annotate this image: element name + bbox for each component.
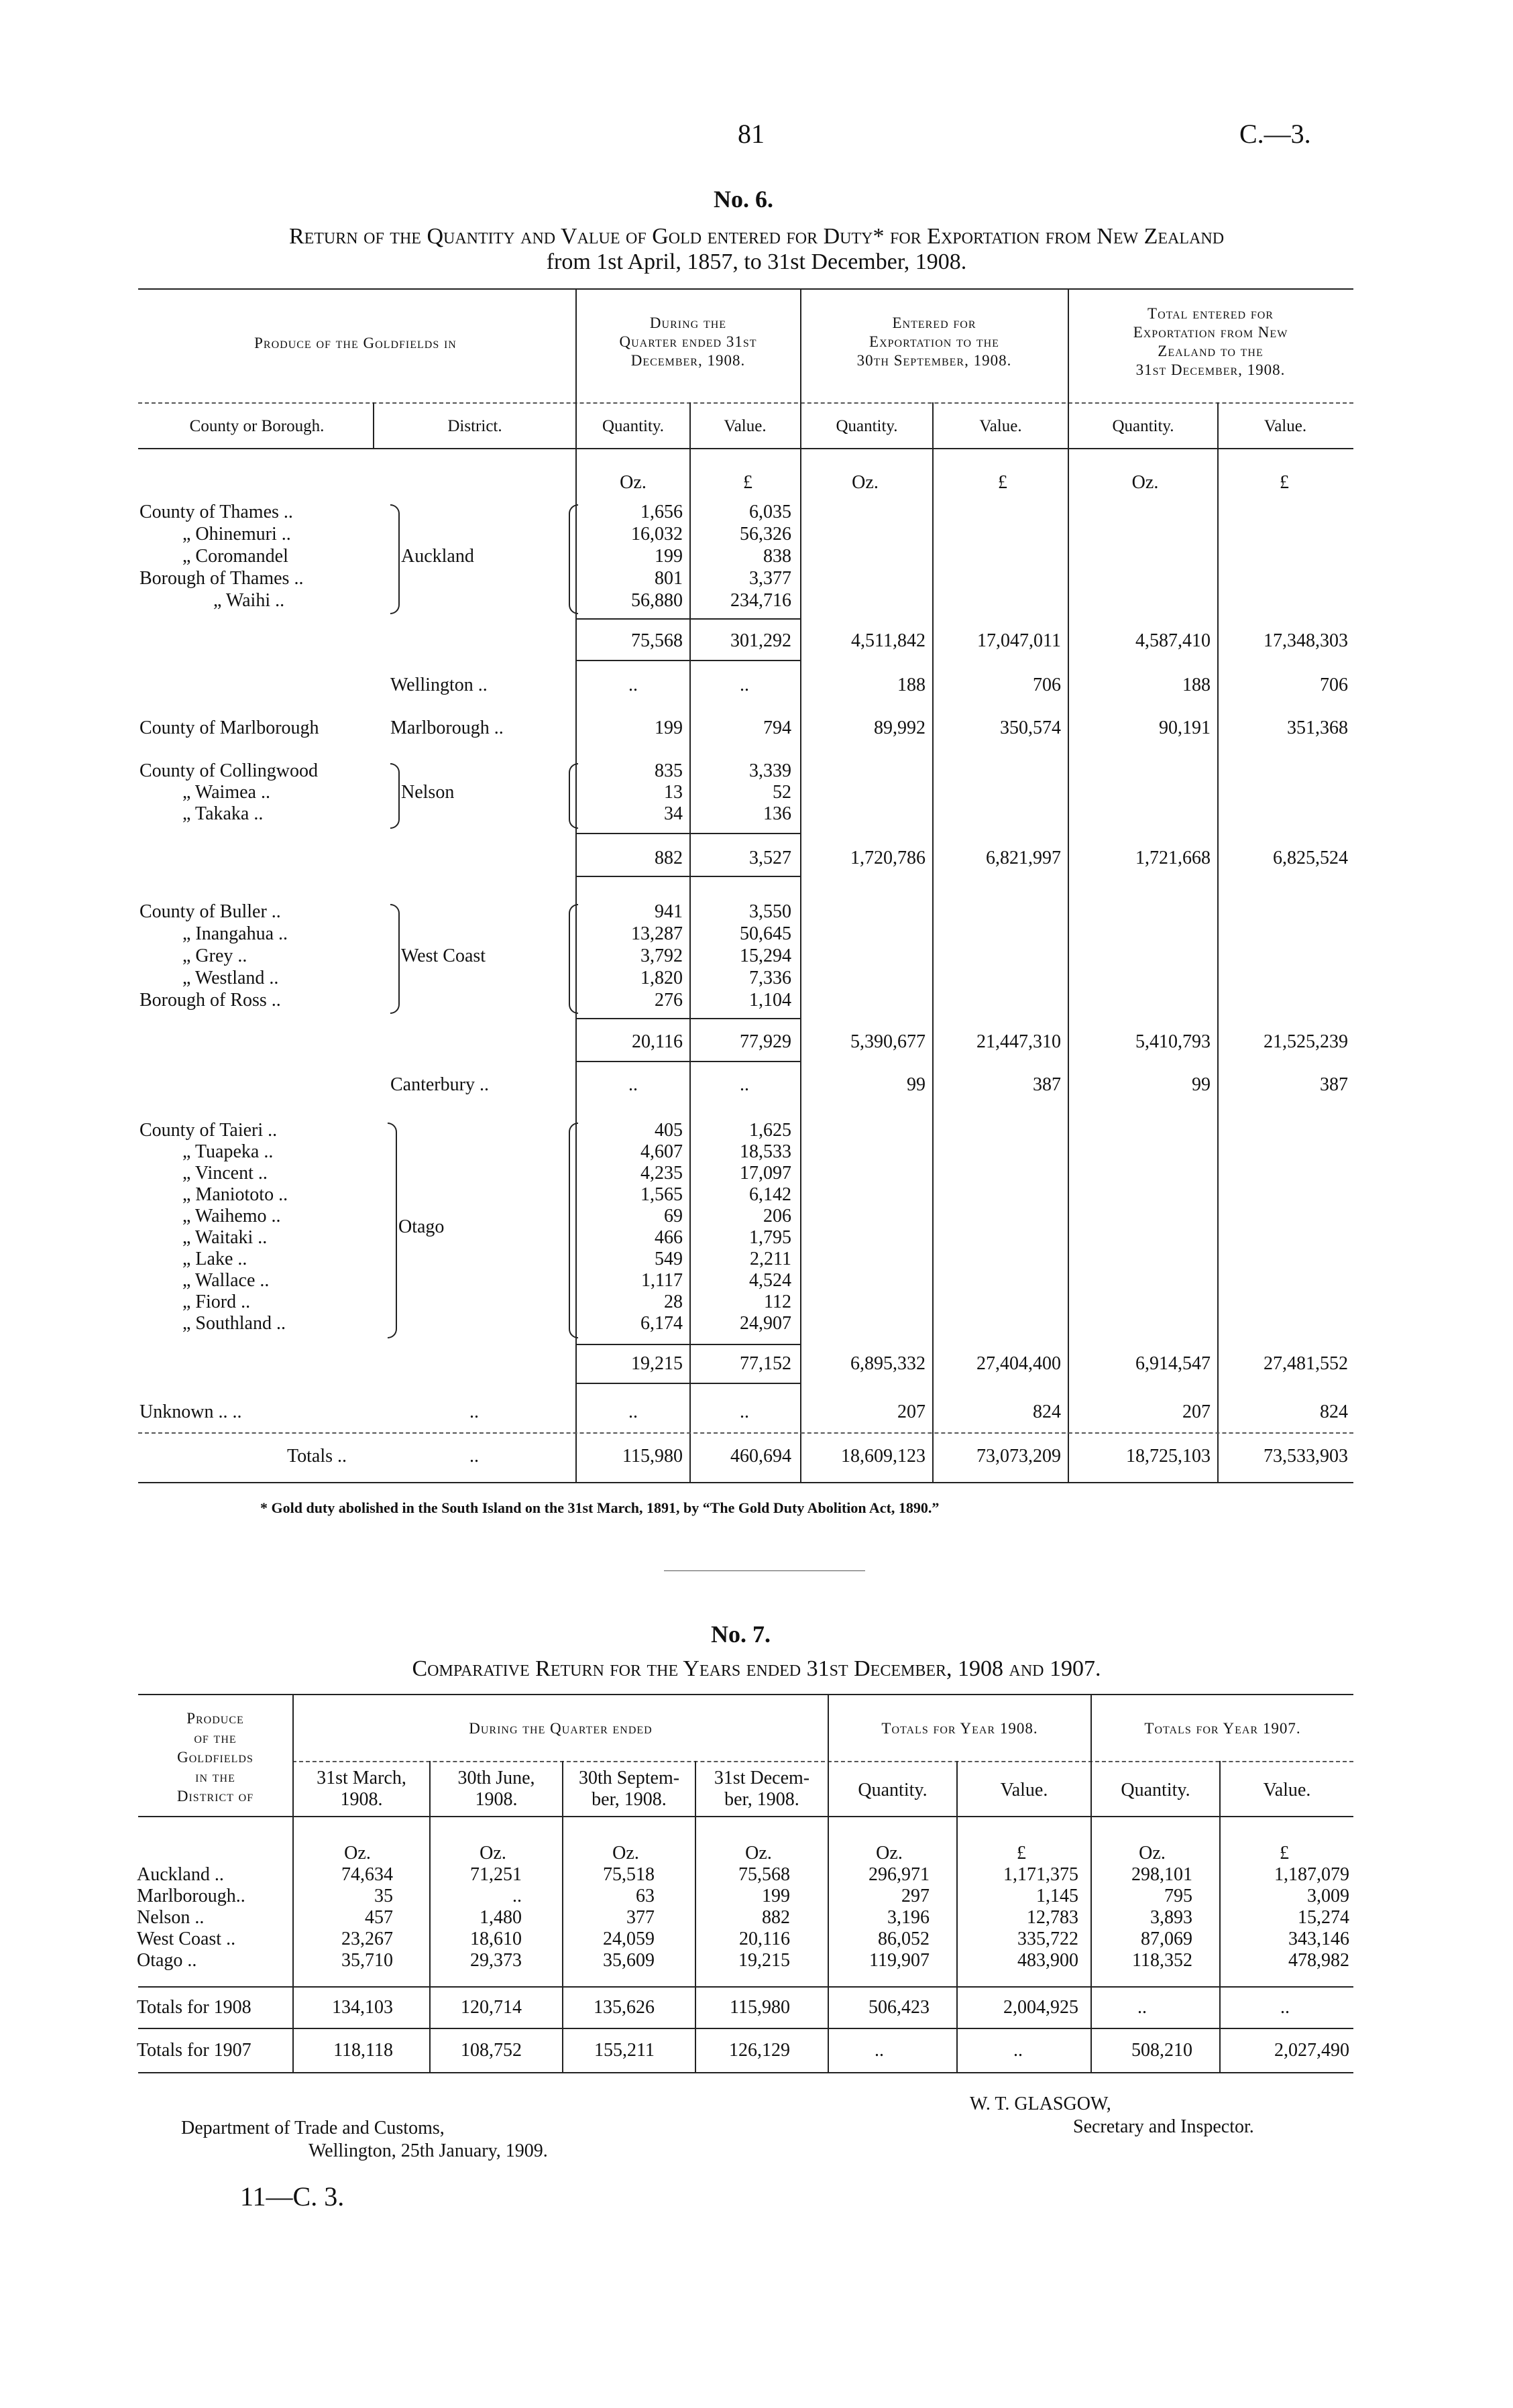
subtotal-cell: 6,895,332 xyxy=(850,1353,926,1374)
subtotal-cell: 21,447,310 xyxy=(976,1031,1061,1052)
unit-oz: Oz. xyxy=(876,1843,903,1864)
brace xyxy=(390,763,400,829)
entered-value-cell: 387 xyxy=(1033,1074,1061,1095)
subtotal-rule xyxy=(577,1383,800,1384)
value-cell: 112 xyxy=(764,1292,791,1312)
cell: 75,568 xyxy=(738,1864,790,1885)
unit-oz: Oz. xyxy=(1139,1843,1166,1864)
quantity-cell: 16,032 xyxy=(631,524,683,544)
value-cell: .. xyxy=(740,1401,749,1422)
cell: 86,052 xyxy=(878,1929,930,1949)
brace xyxy=(569,904,578,1014)
table-7-rule xyxy=(138,1986,1353,1988)
district-label: Auckland xyxy=(401,546,474,567)
subtotal-cell: 17,348,303 xyxy=(1264,630,1348,651)
unit-oz: Oz. xyxy=(745,1843,772,1864)
subheader-quantity: Quantity. xyxy=(1112,417,1174,435)
quantity-cell: 405 xyxy=(655,1120,683,1141)
subtotal-cell: 4,587,410 xyxy=(1135,630,1211,651)
quantity-cell: 6,174 xyxy=(640,1313,683,1334)
row-label: Unknown .. .. xyxy=(139,1401,242,1422)
quantity-cell: 4,607 xyxy=(640,1141,683,1162)
quantity-cell: 801 xyxy=(655,568,683,589)
county-label: County of Collingwood xyxy=(139,760,319,781)
subtotal-rule xyxy=(577,833,800,834)
total-value-cell: 706 xyxy=(1320,675,1348,695)
county-label: „ Vincent .. xyxy=(182,1163,268,1184)
sheet-number: 11—C. 3. xyxy=(240,2181,345,2212)
cell: 35,710 xyxy=(341,1950,393,1971)
cell: 71,251 xyxy=(470,1864,522,1885)
subtotal-cell: 75,568 xyxy=(631,630,683,651)
subtotal-cell: 17,047,011 xyxy=(977,630,1061,651)
value-cell: 234,716 xyxy=(730,590,791,611)
totals-label: Totals .. xyxy=(287,1446,347,1467)
subtotal-cell: 5,390,677 xyxy=(850,1031,926,1052)
unit-pound: £ xyxy=(743,472,752,493)
table-6-header-rule xyxy=(138,448,1353,449)
county-label: County of Marlborough xyxy=(139,718,319,738)
table-6-divider xyxy=(1068,288,1069,1482)
header-totals-1908: Totals for Year 1908. xyxy=(881,1720,1038,1737)
subtotal-cell: 6,825,524 xyxy=(1273,848,1348,868)
subtotal-cell: 19,215 xyxy=(631,1353,683,1374)
signature-title: Secretary and Inspector. xyxy=(1073,2116,1254,2137)
subheader-quantity: Quantity. xyxy=(836,417,898,435)
county-label: Borough of Thames .. xyxy=(139,568,304,589)
quantity-cell: 199 xyxy=(655,546,683,567)
value-cell: 1,104 xyxy=(749,990,791,1011)
cell: 1,187,079 xyxy=(1274,1864,1349,1885)
subtotal-rule xyxy=(577,1061,800,1062)
row-label: Nelson .. xyxy=(137,1907,205,1928)
brace xyxy=(390,504,400,614)
cell: 24,059 xyxy=(603,1929,655,1949)
subheader-value: Value. xyxy=(724,417,767,435)
cell: 119,907 xyxy=(869,1950,930,1971)
cell: 120,714 xyxy=(461,1997,522,2018)
total-quantity-cell: 188 xyxy=(1182,675,1211,695)
cell: 87,069 xyxy=(1141,1929,1192,1949)
cell: .. xyxy=(1137,1997,1147,2018)
subtotal-cell: 6,821,997 xyxy=(986,848,1061,868)
total-cell: 18,609,123 xyxy=(841,1446,926,1467)
cell: 35 xyxy=(374,1886,393,1906)
header-q1: 31st March, 1908. xyxy=(317,1768,406,1810)
cell: .. xyxy=(1280,1997,1290,2018)
table-7-caption: Comparative Return for the Years ended 31st December, 1908 and 1907. xyxy=(412,1656,1101,1681)
subtotal-cell: 301,292 xyxy=(730,630,791,651)
cell: 795 xyxy=(1164,1886,1192,1906)
quantity-cell: 466 xyxy=(655,1227,683,1248)
cell: 377 xyxy=(626,1907,655,1928)
total-quantity-cell: 207 xyxy=(1182,1401,1211,1422)
value-cell: 6,142 xyxy=(749,1184,791,1205)
cell: 297 xyxy=(901,1886,930,1906)
quantity-cell: 3,792 xyxy=(640,945,683,966)
header-produce: Produce of the Goldfields in xyxy=(254,335,457,351)
quantity-cell: 28 xyxy=(664,1292,683,1312)
entered-value-cell: 350,574 xyxy=(1000,718,1061,738)
table-6-divider xyxy=(689,402,691,1482)
unit-oz: Oz. xyxy=(620,472,647,493)
quantity-cell: 56,880 xyxy=(631,590,683,611)
quantity-cell: .. xyxy=(628,675,638,695)
unit-pound: £ xyxy=(1280,1843,1289,1864)
value-cell: 1,625 xyxy=(749,1120,791,1141)
value-cell: 24,907 xyxy=(740,1313,791,1334)
county-label: County of Taieri .. xyxy=(139,1120,278,1141)
total-cell: 18,725,103 xyxy=(1126,1446,1211,1467)
cell: 29,373 xyxy=(470,1950,522,1971)
table-6-divider xyxy=(932,402,934,1482)
table-7-number: No. 7. xyxy=(711,1621,771,1648)
county-label: „ Ohinemuri .. xyxy=(182,524,291,544)
value-cell: 794 xyxy=(763,718,791,738)
brace xyxy=(569,504,578,614)
subtotal-cell: 20,116 xyxy=(632,1031,683,1052)
subtotal-cell: 1,720,786 xyxy=(850,848,926,868)
district-label: Canterbury .. xyxy=(390,1074,489,1095)
cell: 335,722 xyxy=(1017,1929,1078,1949)
cell: 19,215 xyxy=(738,1950,790,1971)
header-q4: 31st Decem- ber, 1908. xyxy=(714,1768,810,1810)
cell: .. xyxy=(875,2040,884,2061)
table-6-divider xyxy=(1217,402,1219,1482)
cell: 882 xyxy=(762,1907,790,1928)
header-totals-1907: Totals for Year 1907. xyxy=(1144,1720,1301,1737)
quantity-cell: 549 xyxy=(655,1249,683,1269)
total-value-cell: 387 xyxy=(1320,1074,1348,1095)
county-label: „ Wallace .. xyxy=(182,1270,270,1291)
subheader-district: District. xyxy=(447,417,502,435)
subtotal-cell: 77,929 xyxy=(740,1031,791,1052)
county-label: „ Tuapeka .. xyxy=(182,1141,274,1162)
cell: 12,783 xyxy=(1027,1907,1078,1928)
cell: 75,518 xyxy=(603,1864,655,1885)
cell: 63 xyxy=(636,1886,655,1906)
cell: 3,196 xyxy=(887,1907,930,1928)
cell: 3,893 xyxy=(1150,1907,1192,1928)
cell: 2,004,925 xyxy=(1003,1997,1078,2018)
cell: 457 xyxy=(365,1907,393,1928)
header-produce-district: Produce of the Goldfields in the District of xyxy=(176,1710,254,1804)
cell: 20,116 xyxy=(739,1929,790,1949)
cell: .. xyxy=(1013,2040,1023,2061)
separator xyxy=(664,1570,865,1571)
cell: 199 xyxy=(762,1886,790,1906)
value-cell: 56,326 xyxy=(740,524,791,544)
cell: 115,980 xyxy=(730,1997,790,2018)
subtotal-cell: 882 xyxy=(655,848,683,868)
district-label: Wellington .. xyxy=(390,675,488,695)
quantity-cell: 1,820 xyxy=(640,968,683,988)
county-label: „ Grey .. xyxy=(182,945,247,966)
table-7-top-rule xyxy=(138,1694,1353,1695)
county-label: „ Westland .. xyxy=(182,968,279,988)
value-cell: 6,035 xyxy=(749,502,791,522)
county-label: „ Lake .. xyxy=(182,1249,247,1269)
subtotal-rule xyxy=(577,618,800,620)
quantity-cell: 276 xyxy=(655,990,683,1011)
cell: 298,101 xyxy=(1131,1864,1192,1885)
cell: 134,103 xyxy=(332,1997,393,2018)
cell: 478,982 xyxy=(1288,1950,1349,1971)
total-quantity-cell: 99 xyxy=(1192,1074,1211,1095)
quantity-cell: 1,565 xyxy=(640,1184,683,1205)
district-label: Marlborough .. xyxy=(390,718,504,738)
county-label: „ Waimea .. xyxy=(182,782,270,803)
cell: 74,634 xyxy=(341,1864,393,1885)
county-label: „ Waitaki .. xyxy=(182,1227,268,1248)
quantity-cell: 13 xyxy=(664,782,683,803)
subtotal-cell: 27,404,400 xyxy=(976,1353,1061,1374)
unit-oz: Oz. xyxy=(1131,472,1159,493)
footnote: * Gold duty abolished in the South Island on the 31st March, 1891, by “The Gold Duty Abolition Act, 1890.” xyxy=(260,1499,940,1516)
table-6-bottom-rule xyxy=(138,1482,1353,1483)
unit-oz: Oz. xyxy=(852,472,879,493)
district-label: Nelson xyxy=(401,782,455,803)
table-6-subheader-rule xyxy=(138,402,1353,404)
cell: 296,971 xyxy=(868,1864,930,1885)
cell: 118,352 xyxy=(1132,1950,1192,1971)
signature-name: W. T. GLASGOW, xyxy=(970,2094,1111,2114)
value-cell: 3,339 xyxy=(749,760,791,781)
total-cell: 115,980 xyxy=(622,1446,683,1467)
value-cell: 3,377 xyxy=(749,568,791,589)
subtotal-cell: 5,410,793 xyxy=(1135,1031,1211,1052)
value-cell: 52 xyxy=(773,782,791,803)
row-label: Otago .. xyxy=(137,1950,197,1971)
value-cell: 136 xyxy=(763,803,791,824)
header-quarter-ended: During the Quarter ended xyxy=(469,1720,653,1737)
county-label: Borough of Ross .. xyxy=(139,990,281,1011)
quantity-cell: 1,117 xyxy=(641,1270,683,1291)
table-7-bottom-rule xyxy=(138,2072,1353,2073)
table-7-divider xyxy=(292,1694,294,2072)
county-label: „ Takaka .. xyxy=(182,803,264,824)
subheader-value: Value. xyxy=(1264,417,1307,435)
cell: 483,900 xyxy=(1017,1950,1078,1971)
totals-rule xyxy=(138,1432,1353,1434)
header-total: Total entered for Exportation from New Zealand to the 31st December, 1908. xyxy=(1133,305,1288,378)
total-cell: 460,694 xyxy=(730,1446,791,1467)
quantity-cell: 13,287 xyxy=(631,923,683,944)
cell: 155,211 xyxy=(594,2040,655,2061)
value-cell: 4,524 xyxy=(749,1270,791,1291)
county-label: County of Thames .. xyxy=(139,502,293,522)
cell: 508,210 xyxy=(1131,2040,1192,2061)
value-cell: .. xyxy=(740,675,749,695)
quantity-cell: 835 xyxy=(655,760,683,781)
table-7-header-rule xyxy=(138,1816,1353,1817)
district-label: .. xyxy=(469,1401,479,1422)
value-cell: 1,795 xyxy=(749,1227,791,1248)
quantity-cell: 34 xyxy=(664,803,683,824)
county-label: „ Maniototo .. xyxy=(182,1184,288,1205)
page-number: 81 xyxy=(738,119,765,149)
value-cell: 18,533 xyxy=(740,1141,791,1162)
cell: 126,129 xyxy=(729,2040,790,2061)
value-cell: 206 xyxy=(763,1206,791,1226)
total-quantity-cell: 90,191 xyxy=(1159,718,1211,738)
total-value-cell: 351,368 xyxy=(1287,718,1348,738)
subheader-quantity: Quantity. xyxy=(1121,1780,1190,1800)
row-label: West Coast .. xyxy=(137,1929,236,1949)
table-6-caption-line1: Return of the Quantity and Value of Gold entered for Duty* for Exportation from New Zealand xyxy=(288,224,1225,249)
subtotal-cell: 77,152 xyxy=(740,1353,791,1374)
county-label: „ Southland .. xyxy=(182,1313,286,1334)
entered-quantity-cell: 207 xyxy=(897,1401,926,1422)
value-cell: 838 xyxy=(763,546,791,567)
county-label: „ Inangahua .. xyxy=(182,923,288,944)
quantity-cell: 69 xyxy=(664,1206,683,1226)
department: Department of Trade and Customs, xyxy=(181,2118,445,2138)
quantity-cell: 941 xyxy=(655,901,683,922)
subheader-quantity: Quantity. xyxy=(602,417,665,435)
header-quarter: During the Quarter ended 31st December, 1908. xyxy=(619,314,757,369)
county-label: „ Fiord .. xyxy=(182,1292,251,1312)
subtotal-cell: 6,914,547 xyxy=(1135,1353,1211,1374)
cell: 1,480 xyxy=(480,1907,522,1928)
cell: 2,027,490 xyxy=(1274,2040,1349,2061)
value-cell: 2,211 xyxy=(750,1249,791,1269)
table-7-subheader-rule xyxy=(292,1761,1353,1762)
value-cell: 3,550 xyxy=(749,901,791,922)
subtotal-cell: 1,721,668 xyxy=(1135,848,1211,868)
subheader-value: Value. xyxy=(1263,1780,1311,1800)
header-q3: 30th Septem- ber, 1908. xyxy=(578,1768,680,1810)
subtotal-rule xyxy=(577,1344,800,1345)
cell: 1,145 xyxy=(1036,1886,1078,1906)
district-label: Otago xyxy=(398,1216,445,1237)
quantity-cell: .. xyxy=(628,1074,638,1095)
brace xyxy=(388,1123,397,1338)
cell: 506,423 xyxy=(868,1997,930,2018)
row-label: Marlborough.. xyxy=(137,1886,245,1906)
quantity-cell: 199 xyxy=(655,718,683,738)
header-q2: 30th June, 1908. xyxy=(457,1768,535,1810)
unit-oz: Oz. xyxy=(612,1843,639,1864)
subtotal-rule xyxy=(577,1018,800,1019)
subheader-county: County or Borough. xyxy=(189,417,325,435)
cell: 343,146 xyxy=(1288,1929,1349,1949)
entered-quantity-cell: 188 xyxy=(897,675,926,695)
value-cell: .. xyxy=(740,1074,749,1095)
table-6-number: No. 6. xyxy=(714,186,773,213)
cell: .. xyxy=(512,1886,522,1906)
subtotal-cell: 4,511,842 xyxy=(851,630,926,651)
district-label: .. xyxy=(469,1446,479,1467)
entered-quantity-cell: 89,992 xyxy=(874,718,926,738)
subheader-quantity: Quantity. xyxy=(858,1780,928,1800)
district-label: West Coast xyxy=(401,945,486,966)
total-value-cell: 824 xyxy=(1320,1401,1348,1422)
subheader-value: Value. xyxy=(1000,1780,1048,1800)
unit-pound: £ xyxy=(998,472,1007,493)
unit-oz: Oz. xyxy=(480,1843,506,1864)
quantity-cell: .. xyxy=(628,1401,638,1422)
document-reference: C.—3. xyxy=(1239,119,1311,149)
brace xyxy=(569,763,578,829)
county-label: „ Waihi .. xyxy=(213,590,285,611)
table-7-rule xyxy=(138,2028,1353,2029)
row-label: Totals for 1908 xyxy=(137,1997,251,2018)
cell: 23,267 xyxy=(341,1929,393,1949)
subtotal-cell: 3,527 xyxy=(749,848,791,868)
county-label: „ Coromandel xyxy=(182,546,288,567)
header-entered: Entered for Exportation to the 30th September, 1908. xyxy=(856,314,1012,369)
table-6-caption-line2: from 1st April, 1857, to 31st December, 1908. xyxy=(546,249,967,274)
entered-value-cell: 824 xyxy=(1033,1401,1061,1422)
value-cell: 17,097 xyxy=(740,1163,791,1184)
entered-value-cell: 706 xyxy=(1033,675,1061,695)
cell: 108,752 xyxy=(461,2040,522,2061)
cell: 1,171,375 xyxy=(1003,1864,1078,1885)
table-6-divider xyxy=(800,288,801,1482)
cell: 135,626 xyxy=(594,1997,655,2018)
cell: 35,609 xyxy=(603,1950,655,1971)
total-cell: 73,533,903 xyxy=(1264,1446,1348,1467)
table-6-top-rule xyxy=(138,288,1353,290)
subtotal-rule xyxy=(577,876,800,877)
brace xyxy=(390,904,400,1014)
cell: 18,610 xyxy=(470,1929,522,1949)
subtotal-cell: 21,525,239 xyxy=(1264,1031,1348,1052)
entered-quantity-cell: 99 xyxy=(907,1074,926,1095)
unit-pound: £ xyxy=(1280,472,1289,493)
place-date: Wellington, 25th January, 1909. xyxy=(309,2140,548,2161)
subtotal-rule xyxy=(577,660,800,661)
unit-pound: £ xyxy=(1017,1843,1026,1864)
cell: 15,274 xyxy=(1298,1907,1349,1928)
subtotal-cell: 27,481,552 xyxy=(1264,1353,1348,1374)
cell: 118,118 xyxy=(333,2040,393,2061)
total-cell: 73,073,209 xyxy=(976,1446,1061,1467)
subheader-value: Value. xyxy=(979,417,1022,435)
county-label: County of Buller .. xyxy=(139,901,281,922)
county-label: „ Waihemo .. xyxy=(182,1206,281,1226)
value-cell: 7,336 xyxy=(749,968,791,988)
quantity-cell: 4,235 xyxy=(640,1163,683,1184)
cell: 3,009 xyxy=(1307,1886,1349,1906)
brace xyxy=(569,1123,578,1338)
quantity-cell: 1,656 xyxy=(640,502,683,522)
unit-oz: Oz. xyxy=(344,1843,371,1864)
value-cell: 50,645 xyxy=(740,923,791,944)
row-label: Auckland .. xyxy=(137,1864,224,1885)
row-label: Totals for 1907 xyxy=(137,2040,251,2061)
value-cell: 15,294 xyxy=(740,945,791,966)
